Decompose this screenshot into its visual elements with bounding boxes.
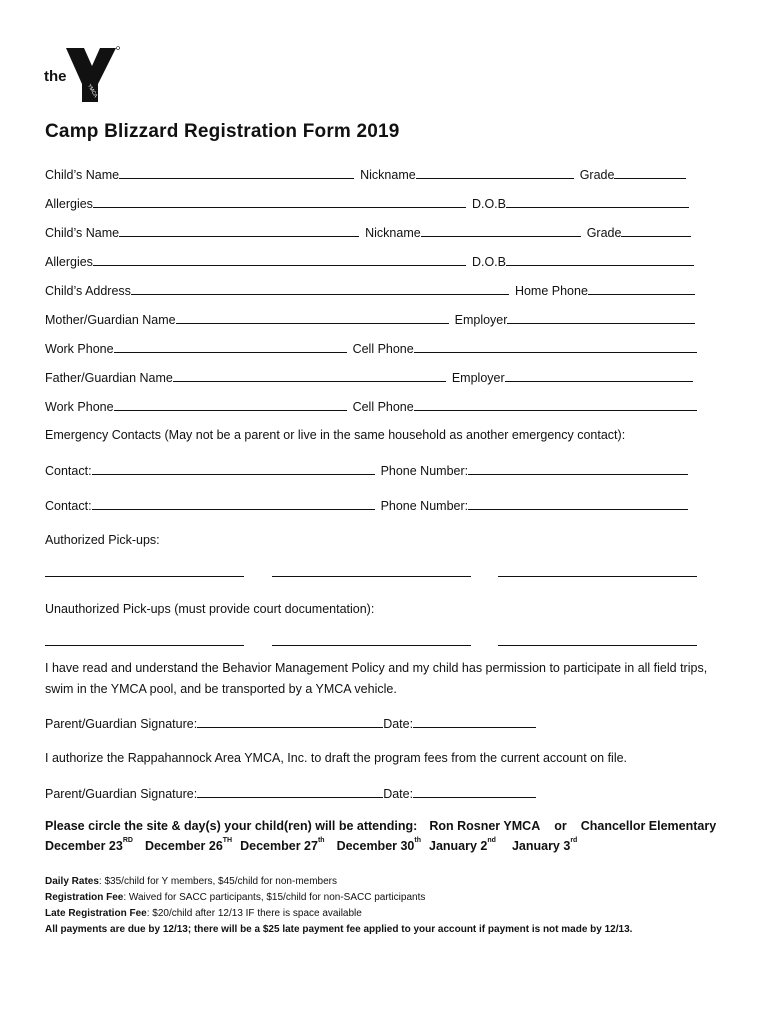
grade-field[interactable] xyxy=(621,224,691,237)
late-registration-fee xyxy=(45,908,362,919)
registration-fee xyxy=(45,892,425,903)
signature2-row xyxy=(45,785,542,801)
date-options-row xyxy=(45,839,577,853)
child1-allergies-row xyxy=(45,195,695,211)
cell-phone-label: Cell Phone xyxy=(352,400,414,414)
emergency-heading: Emergency Contacts (May not be a parent or live in the same household as another emergency contact): xyxy=(45,428,626,442)
authorized-field-3[interactable] xyxy=(498,576,697,577)
dob-field[interactable] xyxy=(506,195,689,208)
grade-label: Grade xyxy=(579,168,615,182)
circle-prompt: Please circle the site & day(s) your child(ren) will be attending: xyxy=(45,819,418,833)
home-phone-field[interactable] xyxy=(588,282,695,295)
work-phone-field[interactable] xyxy=(114,340,347,353)
grade-label: Grade xyxy=(586,226,622,240)
authorized-field-1[interactable] xyxy=(45,576,244,577)
date-label: Date: xyxy=(383,717,414,731)
signature-label: Parent/Guardian Signature: xyxy=(45,787,198,801)
phone-number-label: Phone Number: xyxy=(380,464,469,478)
cell-phone-label: Cell Phone xyxy=(352,342,414,356)
page-title: Camp Blizzard Registration Form 2019 xyxy=(45,121,400,142)
late-fee-text: : $20/child after 12/13 IF there is space available xyxy=(146,908,362,919)
contact-label: Contact: xyxy=(45,499,92,513)
father-phones-row xyxy=(45,398,703,414)
allergies-field[interactable] xyxy=(93,253,466,266)
site-option-ron-rosner[interactable]: Ron Rosner YMCA xyxy=(429,819,541,833)
date-field[interactable] xyxy=(413,785,536,798)
allergies-label: Allergies xyxy=(45,255,93,269)
payment-note: All payments are due by 12/13; there will be a $25 late payment fee applied to your account if payment is not made by 12/13. xyxy=(45,924,633,935)
home-phone-label: Home Phone xyxy=(514,284,588,298)
phone-number-field[interactable] xyxy=(468,462,688,475)
unauthorized-field-2[interactable] xyxy=(272,645,471,646)
contact-field[interactable] xyxy=(92,497,375,510)
child-name-field[interactable] xyxy=(119,224,359,237)
father-name-field[interactable] xyxy=(173,369,446,382)
date-option[interactable]: January 3rd xyxy=(511,837,578,853)
date-option[interactable]: December 27th xyxy=(240,837,325,853)
daily-rates-text: : $35/child for Y members, $45/child for non-members xyxy=(98,876,337,887)
signature-field[interactable] xyxy=(197,785,383,798)
work-phone-label: Work Phone xyxy=(45,342,114,356)
late-fee-label: Late Registration Fee xyxy=(45,908,147,919)
employer-field[interactable] xyxy=(505,369,693,382)
mother-phones-row xyxy=(45,340,703,356)
mother-row xyxy=(45,311,701,327)
employer-field[interactable] xyxy=(507,311,695,324)
allergies-label: Allergies xyxy=(45,197,93,211)
nickname-label: Nickname xyxy=(365,226,421,240)
dob-label: D.O.B xyxy=(471,255,506,269)
child2-allergies-row xyxy=(45,253,700,269)
logo-the-text: the xyxy=(44,68,67,85)
signature-field[interactable] xyxy=(197,715,383,728)
date-field[interactable] xyxy=(413,715,536,728)
child-name-label: Child’s Name xyxy=(45,168,120,182)
dob-field[interactable] xyxy=(506,253,694,266)
address-label: Child’s Address xyxy=(45,284,131,298)
cell-phone-field[interactable] xyxy=(414,398,697,411)
site-selection-row xyxy=(45,819,716,833)
address-row xyxy=(45,282,701,298)
mother-name-field[interactable] xyxy=(176,311,449,324)
daily-rates xyxy=(45,876,337,887)
contact-label: Contact: xyxy=(45,464,92,478)
father-name-label: Father/Guardian Name xyxy=(45,371,173,385)
date-label: Date: xyxy=(383,787,414,801)
authorized-label: Authorized Pick-ups: xyxy=(45,533,160,547)
date-option[interactable]: December 23RD xyxy=(45,837,133,853)
date-option[interactable]: January 2nd xyxy=(429,837,496,853)
nickname-field[interactable] xyxy=(416,166,574,179)
contact1-row xyxy=(45,462,694,478)
contact2-row xyxy=(45,497,694,513)
address-field[interactable] xyxy=(131,282,509,295)
unauthorized-field-3[interactable] xyxy=(498,645,697,646)
unauthorized-field-1[interactable] xyxy=(45,645,244,646)
child2-name-row xyxy=(45,224,697,240)
logo-ymca-text: YMCA xyxy=(86,83,99,99)
child-name-label: Child’s Name xyxy=(45,226,120,240)
mother-name-label: Mother/Guardian Name xyxy=(45,313,176,327)
ymca-logo xyxy=(44,44,124,106)
cell-phone-field[interactable] xyxy=(414,340,697,353)
allergies-field[interactable] xyxy=(93,195,466,208)
site-or-text: or xyxy=(554,819,567,833)
phone-number-label: Phone Number: xyxy=(380,499,469,513)
unauthorized-label: Unauthorized Pick-ups (must provide court documentation): xyxy=(45,602,375,616)
dob-label: D.O.B xyxy=(471,197,506,211)
employer-label: Employer xyxy=(451,371,505,385)
nickname-field[interactable] xyxy=(421,224,581,237)
registration-fee-label: Registration Fee xyxy=(45,892,124,903)
date-option[interactable]: December 26TH xyxy=(144,837,233,853)
child-name-field[interactable] xyxy=(119,166,354,179)
authorized-field-2[interactable] xyxy=(272,576,471,577)
employer-label: Employer xyxy=(454,313,508,327)
nickname-label: Nickname xyxy=(360,168,416,182)
signature1-row xyxy=(45,715,542,731)
authorize-fees-statement: I authorize the Rappahannock Area YMCA, Inc. to draft the program fees from the current account on file. xyxy=(45,751,628,765)
father-row xyxy=(45,369,699,385)
grade-field[interactable] xyxy=(614,166,686,179)
work-phone-label: Work Phone xyxy=(45,400,114,414)
signature-label: Parent/Guardian Signature: xyxy=(45,717,198,731)
phone-number-field[interactable] xyxy=(468,497,688,510)
work-phone-field[interactable] xyxy=(114,398,347,411)
child1-name-row xyxy=(45,166,692,182)
daily-rates-label: Daily Rates xyxy=(45,876,99,887)
contact-field[interactable] xyxy=(92,462,375,475)
date-option[interactable]: December 30th xyxy=(336,837,421,853)
registration-fee-text: : Waived for SACC participants, $15/child for non-SACC participants xyxy=(123,892,426,903)
site-option-chancellor[interactable]: Chancellor Elementary xyxy=(580,819,717,833)
policy-statement: I have read and understand the Behavior Management Policy and my child has permission to participate in all field trips, swim in the YMCA pool, and be transported by a YMCA vehicle. xyxy=(45,661,708,696)
